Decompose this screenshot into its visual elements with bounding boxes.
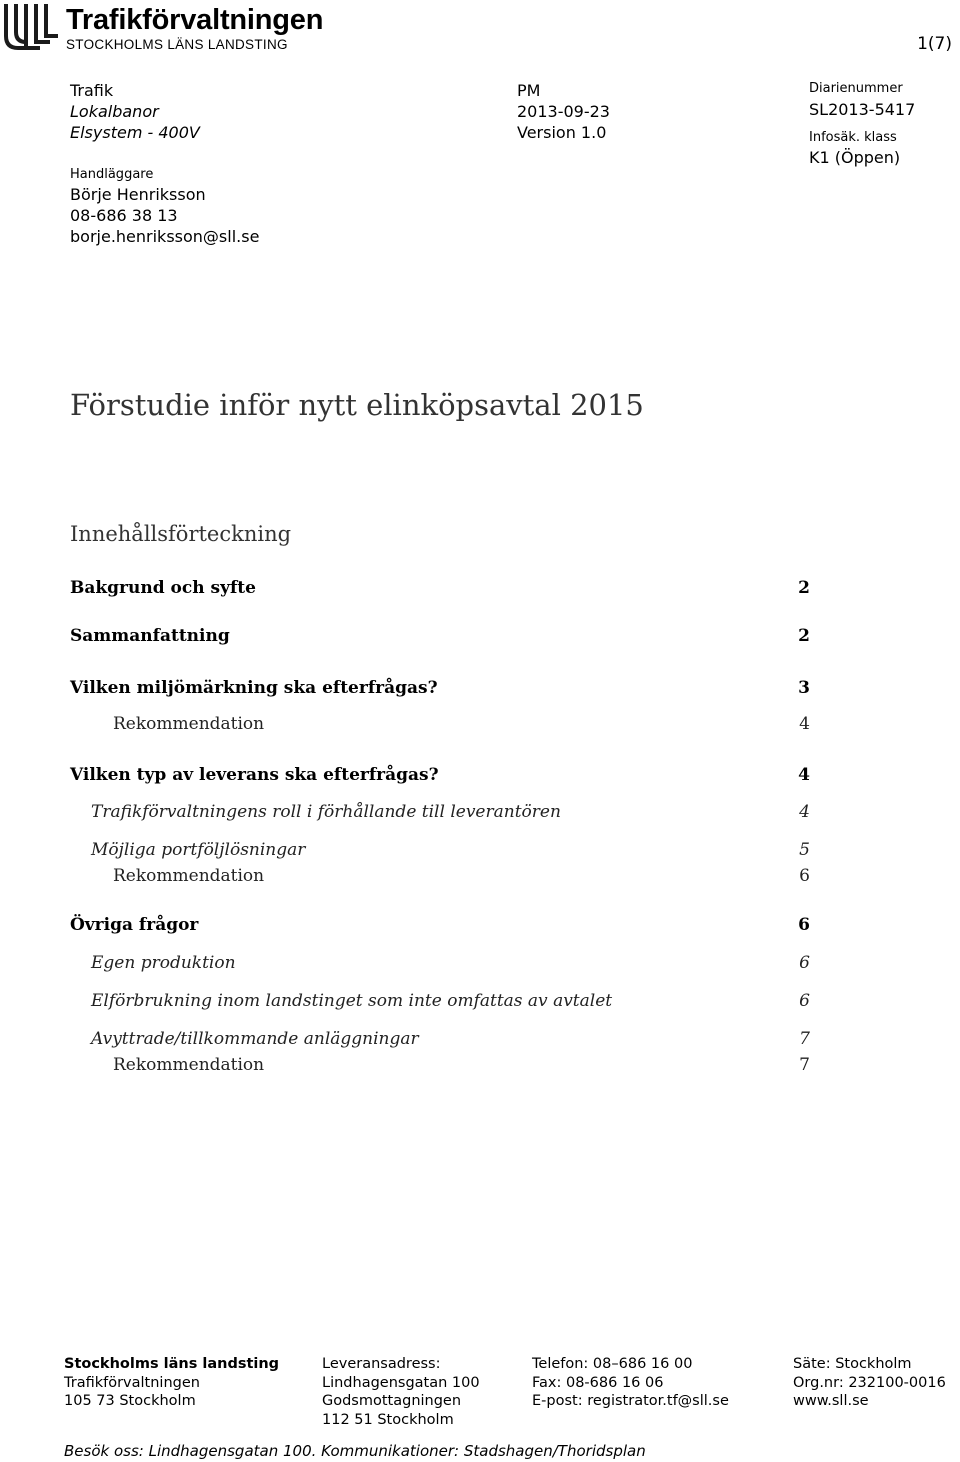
toc-entry-page: 6 [798,915,810,935]
toc-entry-page: 6 [799,866,810,886]
toc-entry-page: 4 [799,714,810,734]
toc-entry[interactable] [0,765,810,791]
toc-entry-label: Trafikförvaltningens roll i förhållande till leverantören [91,802,561,822]
toc-entry-label: Övriga frågor [70,915,199,935]
handler-label: Handläggare [70,167,154,182]
toc-entry-label: Rekommendation [113,1055,265,1075]
toc-entry-label: Möjliga portföljlösningar [91,840,306,860]
handler-phone: 08-686 38 13 [70,206,178,225]
toc-entry-label: Elförbrukning inom landstinget som inte omfattas av avtalet [91,991,613,1011]
section: Elsystem - 400V [70,123,200,142]
footer-visit-info: Besök oss: Lindhagensgatan 100. Kommunikationer: Stadshagen/Thoridsplan [64,1442,646,1460]
doc-type: PM [517,81,541,100]
toc-entry[interactable] [0,991,810,1017]
toc-entry[interactable] [0,1029,810,1055]
toc-entry-page: 4 [798,765,810,785]
footer-line: 105 73 Stockholm [64,1393,196,1409]
footer-line: Lindhagensgatan 100 [322,1374,480,1391]
toc-entry-page: 2 [798,626,810,646]
toc-entry-page: 7 [799,1029,810,1049]
toc-entry[interactable] [0,866,810,892]
diary-number: SL2013-5417 [809,100,916,119]
toc-entry-label: Vilken typ av leverans ska efterfrågas? [70,765,439,785]
toc-entry-page: 2 [798,578,810,598]
footer-line: Fax: 08-686 16 06 [532,1374,664,1391]
toc-entry[interactable] [0,626,810,652]
toc-entry-label: Vilken miljömärkning ska efterfrågas? [70,678,438,698]
footer-line: Telefon: 08–686 16 00 [532,1356,693,1372]
toc-entry[interactable] [0,953,810,979]
toc-entry-page: 3 [798,678,810,698]
logo-subtitle: STOCKHOLMS LÄNS LANDSTING [66,37,288,52]
class-value: K1 (Öppen) [809,148,901,167]
toc-entry-label: Sammanfattning [70,626,230,646]
footer-column-1 [64,1355,279,1411]
footer-line: Godsmottagningen [322,1393,462,1409]
sub-dept: Lokalbanor [70,102,159,121]
footer-line: Leveransadress: [322,1356,441,1372]
handler-email: borje.henriksson@sll.se [70,227,260,246]
footer-website-link[interactable]: www.sll.se [793,1393,869,1409]
footer-column-3 [532,1355,729,1411]
toc-entry-label: Bakgrund och syfte [70,578,256,598]
toc-entry-label: Rekommendation [113,866,265,886]
page-number: 1(7) [917,34,952,54]
toc-entry-page: 6 [799,953,810,973]
toc-entry[interactable] [0,915,810,941]
toc-entry-page: 5 [799,840,810,860]
footer-org-name: Stockholms läns landsting [64,1356,280,1372]
doc-date: 2013-09-23 [517,102,610,121]
toc-entry[interactable] [0,840,810,866]
footer-line: 112 51 Stockholm [322,1411,454,1428]
footer-line: Org.nr: 232100-0016 [793,1374,946,1391]
toc-entry[interactable] [0,714,810,740]
toc-entry[interactable] [0,1055,810,1081]
footer-line: Trafikförvaltningen [64,1374,200,1391]
toc-entry[interactable] [0,578,810,604]
toc-entry-label: Avyttrade/tillkommande anläggningar [91,1029,419,1049]
toc-heading: Innehållsförteckning [70,522,292,546]
footer-email[interactable]: E-post: registrator.tf@sll.se [532,1393,729,1409]
toc-entry-page: 6 [799,991,810,1011]
toc-entry-label: Rekommendation [113,714,265,734]
footer-line: Säte: Stockholm [793,1356,912,1372]
class-label: Infosäk. klass [809,130,897,145]
dept: Trafik [70,81,114,100]
toc-entry[interactable] [0,802,810,828]
toc-entry-label: Egen produktion [91,953,236,973]
toc-entry-page: 7 [799,1055,810,1075]
toc-entry[interactable] [0,678,810,704]
footer-column-4 [793,1355,946,1411]
handler-name: Börje Henriksson [70,185,206,204]
toc-entry-page: 4 [799,802,810,822]
document-title: Förstudie inför nytt elinköpsavtal 2015 [70,388,644,422]
logo-title: Trafikförvaltningen [66,4,324,36]
footer-column-2 [322,1355,480,1429]
doc-version: Version 1.0 [517,123,607,142]
diary-label: Diarienummer [809,81,903,96]
